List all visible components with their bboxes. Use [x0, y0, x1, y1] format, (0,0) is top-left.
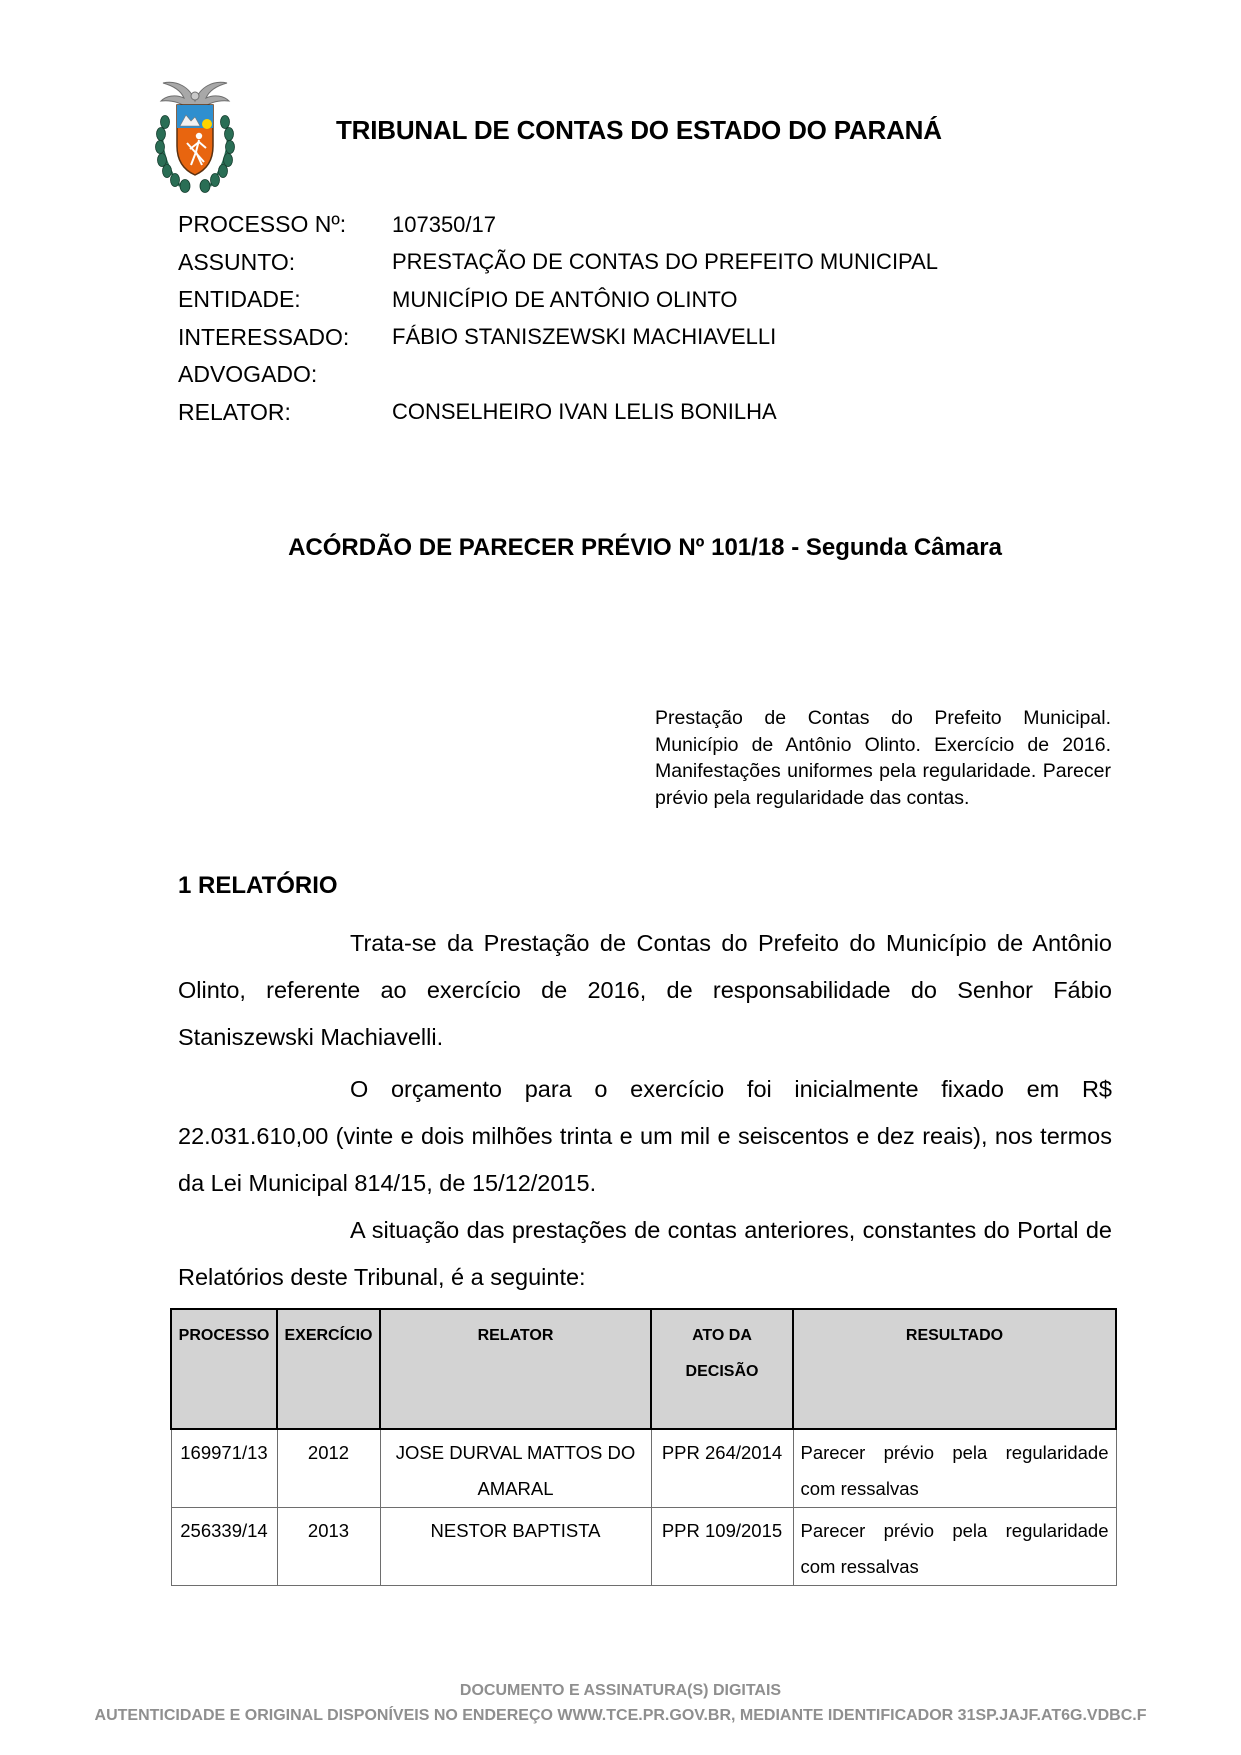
process-number-label: PROCESSO Nº:	[178, 211, 347, 238]
cell-exercicio: 2013	[277, 1508, 380, 1586]
entity-value: MUNICÍPIO DE ANTÔNIO OLINTO	[392, 286, 738, 312]
column-header-resultado: RESULTADO	[793, 1309, 1116, 1429]
footer-line-1: DOCUMENTO E ASSINATURA(S) DIGITAIS	[459, 1682, 782, 1699]
cell-relator: JOSE DURVAL MATTOS DO AMARAL	[380, 1429, 651, 1508]
report-paragraph: A situação das prestações de contas anteriores, constantes do Portal de Relatórios deste Tribunal, é a seguinte:	[178, 1217, 1112, 1290]
subject-label: ASSUNTO:	[178, 248, 296, 275]
report-section-title: 1 RELATÓRIO	[178, 872, 338, 899]
rapporteur-label: RELATOR:	[178, 398, 291, 425]
subject-value: PRESTAÇÃO DE CONTAS DO PREFEITO MUNICIPAL	[392, 249, 939, 275]
footer-line-2: AUTENTICIDADE E ORIGINAL DISPONÍVEIS NO ENDEREÇO WWW.TCE.PR.GOV.BR, MEDIANTE IDENTIFICADOR 31SP.JAJF.AT6G.VDBC.F	[94, 1707, 1147, 1724]
entity-label: ENTIDADE:	[178, 286, 301, 313]
cell-processo: 169971/13	[171, 1429, 277, 1508]
page-title: TRIBUNAL DE CONTAS DO ESTADO DO PARANÁ	[336, 115, 942, 145]
cell-processo: 256339/14	[171, 1508, 277, 1586]
column-header-relator: RELATOR	[380, 1309, 651, 1429]
prior-accounts-table	[170, 1308, 1117, 1586]
table-row	[171, 1508, 1116, 1586]
cell-relator: NESTOR BAPTISTA	[380, 1508, 651, 1586]
digital-signature-footer	[0, 1678, 1241, 1728]
parana-coat-of-arms-logo	[153, 72, 237, 196]
decision-heading: ACÓRDÃO DE PARECER PRÉVIO Nº 101/18 - Segunda Câmara	[288, 534, 1002, 561]
column-header-exercicio: EXERCÍCIO	[277, 1309, 380, 1429]
report-paragraph: Trata-se da Prestação de Contas do Prefeito do Município de Antônio Olinto, referente ao exercício de 2016, de responsabilidade do Senhor Fábio Staniszewski Machiavelli.	[178, 930, 1112, 1050]
cell-ato: PPR 109/2015	[651, 1508, 793, 1586]
cell-exercicio: 2012	[277, 1429, 380, 1508]
table-row	[171, 1429, 1116, 1508]
process-fields	[178, 206, 938, 431]
table-header-row	[171, 1309, 1116, 1429]
interested-value: FÁBIO STANISZEWSKI MACHIAVELLI	[392, 324, 777, 350]
cell-ato: PPR 264/2014	[651, 1429, 793, 1508]
rapporteur-value: CONSELHEIRO IVAN LELIS BONILHA	[392, 399, 777, 425]
column-header-processo: PROCESSO	[171, 1309, 277, 1429]
column-header-ato-da-decisao: ATO DA DECISÃO	[651, 1309, 793, 1429]
cell-resultado: Parecer prévio pela regularidade com ressalvas	[793, 1429, 1116, 1508]
lawyer-label: ADVOGADO:	[178, 361, 318, 388]
cell-resultado: Parecer prévio pela regularidade com ressalvas	[793, 1508, 1116, 1586]
case-summary: Prestação de Contas do Prefeito Municipal. Município de Antônio Olinto. Exercício de 2016. Manifestações uniformes pela regularidade. Parecer prévio pela regularidade das contas.	[655, 707, 1111, 809]
process-number-value: 107350/17	[392, 211, 496, 237]
report-paragraph: O orçamento para o exercício foi inicialmente fixado em R$ 22.031.610,00 (vinte e dois milhões trinta e um mil e seiscentos e dez reais), nos termos da Lei Municipal 814/15, de 15/12/2015.	[178, 1076, 1112, 1196]
interested-label: INTERESSADO:	[178, 323, 350, 350]
